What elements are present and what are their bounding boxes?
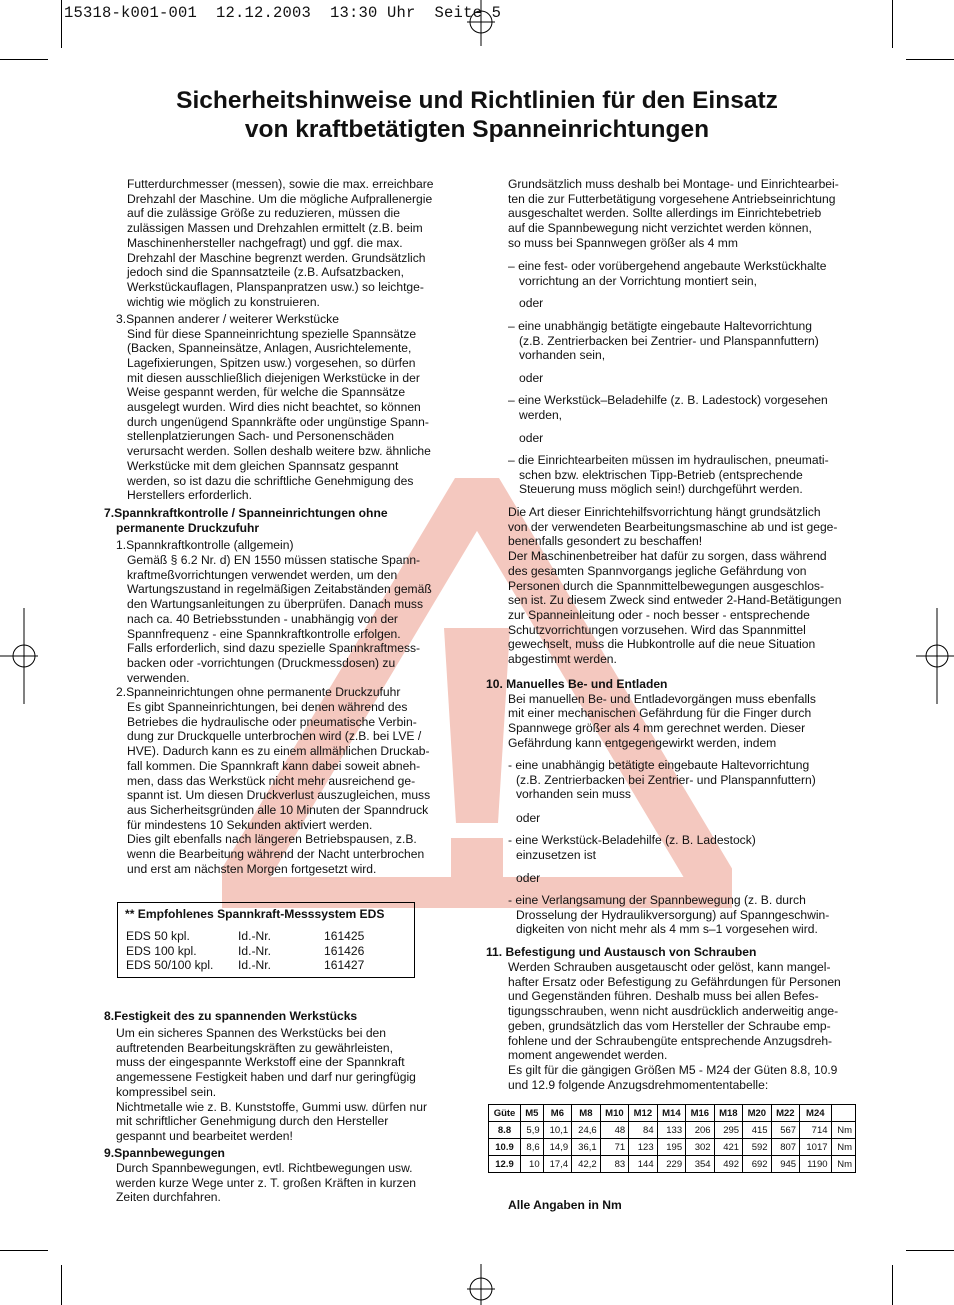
section-heading: 7.Spannkraftkontrolle / Spanneinrichtungen ohne	[104, 506, 388, 520]
list-item: digkeiten von nicht mehr als 4 mm s–1 vorgesehen wird.	[516, 922, 818, 937]
paragraph-line: Werden Schrauben ausgetauscht oder gelöst, kann mangel-	[508, 960, 831, 974]
subsection-heading: 2.Spanneinrichtungen ohne permanente Druckzufuhr	[116, 685, 401, 699]
paragraph-line: Futterdurchmesser (messen), sowie die max. erreichbare	[127, 177, 434, 191]
section-heading: 3.Spannen anderer / weiterer Werkstücke	[116, 312, 339, 326]
eds-recommendation-box	[117, 902, 415, 978]
list-item: vorhanden sein,	[519, 348, 606, 363]
paragraph-line: gespannt und bearbeitet werden!	[116, 1128, 293, 1143]
table-cell: Güte	[489, 1105, 521, 1122]
paragraph-line: abgestimmt werden.	[508, 652, 617, 666]
table-cell: 592	[743, 1139, 771, 1156]
table-cell: 71	[600, 1139, 628, 1156]
box-cell: 161425	[324, 929, 365, 943]
paragraph-line: nach ca. 40 Betriebsstunden - unabhängig von der	[127, 611, 398, 626]
list-item: schen bzw. elektrischen Tipp-Betrieb (entsprechende	[519, 467, 803, 482]
paragraph-line: und 12.9 folgende Anzugsdrehmomententabelle:	[508, 1077, 769, 1092]
paragraph-line: fall kommen. Die Spannkraft kann dabei soweit abneh-	[127, 758, 421, 773]
table-cell: 12.9	[489, 1156, 521, 1173]
paragraph-line: aus Sicherheitsgründen alle 10 Minuten der Spanndruck	[127, 802, 429, 817]
box-cell: 161426	[324, 943, 365, 958]
table-cell: 14,9	[543, 1139, 572, 1156]
paragraph-line: backen oder -vorrichtungen (Druckmessdosen) zu	[127, 655, 396, 670]
table-cell: M22	[771, 1105, 799, 1122]
paragraph-line: Schutzvorrichtungen vorzusehen. Wird das Spannmittel	[508, 622, 806, 637]
paragraph-line: wenn die Bearbeitung während der Nacht unterbrochen	[127, 847, 425, 861]
oder-label: oder	[519, 431, 544, 445]
table-cell: 17,4	[543, 1156, 572, 1173]
paragraph-line: den Wartungsanleitungen zu überprüfen. Danach muss	[127, 597, 424, 612]
table-cell: 24,6	[572, 1122, 601, 1139]
box-cell: EDS 50/100 kpl.	[126, 958, 214, 973]
paragraph-line: werden kurze Wege unter z. T. großen Kräften in kurzen	[116, 1175, 417, 1190]
paragraph-line: zulässigen Massen und Drehzahlen ermittelt (z.B. beim	[127, 221, 423, 236]
paragraph-line: moment angewendet werden.	[508, 1048, 668, 1063]
table-cell: Nm	[831, 1156, 855, 1173]
paragraph-line: benenfalls gesondert zu beschaffen!	[508, 534, 703, 549]
table-cell: 5,9	[521, 1122, 544, 1139]
paragraph-line: Werkstückauflagen, Planspanpratzen usw.) so leichtge-	[127, 279, 424, 294]
table-cell: Nm	[831, 1122, 855, 1139]
table-cell: 84	[629, 1122, 657, 1139]
paragraph-line: mit diesen ausschließlich diejenigen Werkstücke in der	[127, 370, 420, 385]
table-row	[489, 1122, 856, 1139]
section-heading: 10. Manuelles Be- und Entladen	[486, 677, 668, 691]
paragraph-line: stellenplatzierungen Sach- und Personenschäden	[127, 429, 394, 444]
table-cell: 354	[686, 1156, 714, 1173]
table-cell: 692	[743, 1156, 771, 1173]
table-cell: M5	[521, 1105, 544, 1122]
box-cell: EDS 100 kpl.	[126, 943, 197, 958]
paragraph-line: Maschinenhersteller nachgefragt) und ggf. die max.	[127, 235, 403, 250]
table-cell: 48	[600, 1122, 628, 1139]
list-item: (z.B. Zentrierbacken bei Zentrier- und Planspannfuttern)	[516, 772, 816, 787]
table-footnote: Alle Angaben in Nm	[508, 1198, 622, 1212]
table-cell: 807	[771, 1139, 799, 1156]
paragraph-line: verwenden.	[127, 670, 190, 685]
paragraph-line: mit einer mechanischen Gefährdung für die Finger durch	[508, 706, 812, 721]
table-cell: 945	[771, 1156, 799, 1173]
paragraph-line: ten die zur Futterbetätigung vorgesehene Antriebseinrichtung	[508, 191, 836, 206]
list-item: vorhanden sein muss	[516, 787, 631, 802]
paragraph-line: jedoch sind die Spannsatzteile (z.B. Aufsatzbacken,	[127, 265, 404, 280]
table-cell: 42,2	[572, 1156, 601, 1173]
paragraph-line: Es gibt Spanneinrichtungen, bei denen während des	[127, 700, 408, 714]
table-cell: 36,1	[572, 1139, 601, 1156]
paragraph-line: Falls erforderlich, sind dazu spezielle Spannkraftmess-	[127, 641, 421, 656]
table-cell: M10	[600, 1105, 628, 1122]
table-cell: 229	[657, 1156, 685, 1173]
list-item: - eine unabhängig betätigte eingebaute Haltevorrichtung	[508, 758, 810, 772]
paragraph-line: HVE). Dadurch kann es zu einem allmählichen Druckab-	[127, 744, 430, 759]
table-header-row	[489, 1105, 856, 1122]
table-cell: 206	[686, 1122, 714, 1139]
paragraph-line: kraftmeßvorrichtungen verwendet werden, um den	[127, 567, 398, 582]
list-item: werden,	[519, 407, 563, 422]
box-cell: Id.-Nr.	[238, 958, 271, 973]
table-row	[489, 1156, 856, 1173]
paragraph-line: zur Spanneinleitung oder - noch besser - entsprechende	[508, 607, 810, 622]
paragraph-line: Drehzahl der Maschine begrenzt werden. Grundsätzlich	[127, 250, 426, 265]
paragraph-line: von der verwendeten Bearbeitungsmaschine ab und ist gege-	[508, 519, 838, 534]
section-heading: 11. Befestigung und Austausch von Schrauben	[486, 945, 757, 959]
box-cell: EDS 50 kpl.	[126, 929, 190, 943]
table-cell: 10.9	[489, 1139, 521, 1156]
paragraph-line: Um ein sicheres Spannen des Werkstücks bei den	[116, 1026, 387, 1040]
list-item: – eine unabhängig betätigte eingebaute Haltevorrichtung	[508, 319, 812, 333]
paragraph-line: Bei manuellen Be- und Entladevorgängen muss ebenfalls	[508, 691, 816, 706]
paragraph-line: Herstellers erforderlich.	[127, 488, 253, 503]
paragraph-line: Lagefixierungen, Spitzen usw.) vorgesehen, so dürfen	[127, 355, 416, 370]
paragraph-line: Der Maschinenbetreiber hat dafür zu sorgen, dass während	[508, 549, 827, 564]
table-cell: 133	[657, 1122, 685, 1139]
table-cell: 1017	[800, 1139, 831, 1156]
table-cell: 714	[800, 1122, 831, 1139]
paragraph-line: men, dass das Werkstück nicht mehr ausreichend ge-	[127, 773, 416, 788]
table-cell: 123	[629, 1139, 657, 1156]
table-cell: M18	[714, 1105, 742, 1122]
paragraph-line: durch ungenügend Spannkräfte oder ungünstige Spann-	[127, 414, 429, 429]
paragraph-line: Spannfrequenz - eine Spannkraftkontrolle erfolgen.	[127, 626, 401, 641]
paragraph-line: des gesamten Spannvorgangs jegliche Gefährdung von	[508, 563, 807, 578]
paragraph-line: Wartungszustand in regelmäßigen Zeitabständen gemäß	[127, 582, 432, 597]
oder-label: oder	[519, 296, 544, 310]
list-item: - eine Werkstück-Beladehilfe (z. B. Ladestock)	[508, 833, 756, 847]
paragraph-line: so muss bei Spannwegen größer als 4 mm	[508, 235, 738, 250]
table-cell: M16	[686, 1105, 714, 1122]
paragraph-line: mit schriftlicher Genehmigung durch den Hersteller	[116, 1114, 389, 1129]
paragraph-line: ausgeschaltet werden. Sollte allerdings im Einrichtebetrieb	[508, 206, 822, 221]
table-cell: 195	[657, 1139, 685, 1156]
paragraph-line: Sind für diese Spanneinrichtung spezielle Spannsätze	[127, 326, 417, 341]
list-item: – eine fest- oder vorübergehend angebaute Werkstückhalte	[508, 259, 827, 273]
paragraph-line: dung zur Druckquelle unterbrochen wird (z.B. bei LVE /	[127, 729, 422, 744]
paragraph-line: Nichtmetalle wie z. B. Kunststoffe, Gummi usw. dürfen nur	[116, 1099, 427, 1114]
paragraph-line: Spannwege größer als 4 mm gerechnet werden. Dieser	[508, 720, 806, 735]
table-cell: 492	[714, 1156, 742, 1173]
table-cell: 302	[686, 1139, 714, 1156]
paragraph-line: (Backen, Spanneinsätze, Anlagen, Ausrichtelemente,	[127, 341, 412, 356]
list-item: - eine Verlangsamung der Spannbewegung (z. B. durch	[508, 893, 806, 907]
paragraph-line: Zeiten durchfahren.	[116, 1190, 221, 1205]
table-cell: M24	[800, 1105, 831, 1122]
table-cell: 10	[521, 1156, 544, 1173]
oder-label: oder	[516, 871, 541, 885]
paragraph-line: spannt ist. Um diesen Druckverlust auszugleichen, muss	[127, 788, 431, 803]
table-cell: 10,1	[543, 1122, 572, 1139]
box-cell: 161427	[324, 958, 365, 973]
paragraph-line: geben, grundsätzlich das vom Hersteller der Schraube emp-	[508, 1018, 831, 1033]
paragraph-line: Drehzahl der Maschine. Um die mögliche Aufprallenergie	[127, 191, 433, 206]
paragraph-line: und Gegenständen führen. Deshalb muss bei allen Befes-	[508, 989, 819, 1004]
box-title: ** Empfohlenes Spannkraft-Messsystem EDS	[125, 907, 385, 921]
paragraph-line: sen ist. Zu diesem Zweck sind entweder 2-Hand-Betätigungen	[508, 593, 842, 608]
paragraph-line: Werkstücke mit dem gleichen Spannsatz gespannt	[127, 458, 399, 473]
table-cell: M8	[572, 1105, 601, 1122]
paragraph-line: muss der eingespannte Werkstoff eine der Spannkraft	[116, 1055, 405, 1070]
list-item: vorrichtung an der Vorrichtung montiert sein,	[519, 273, 757, 288]
list-item: Steuerung muss möglich sein!) durchgeführt werden.	[519, 482, 803, 497]
paragraph-line: Gefährdung kann entgegengewirkt werden, indem	[508, 735, 777, 750]
paragraph-line: Durch Spannbewegungen, evtl. Richtbewegungen usw.	[116, 1161, 413, 1175]
oder-label: oder	[519, 371, 544, 385]
table-cell: M20	[743, 1105, 771, 1122]
table-cell: M6	[543, 1105, 572, 1122]
paragraph-line: Dies gilt ebenfalls nach längeren Betriebspausen, z.B.	[127, 832, 417, 847]
list-item: (z.B. Zentrierbacken bei Zentrier- und Planspannfuttern)	[519, 333, 819, 348]
section-heading: permanente Druckzufuhr	[116, 520, 260, 535]
table-cell: M14	[657, 1105, 685, 1122]
table-cell	[831, 1105, 855, 1122]
list-item: – eine Werkstück–Beladehilfe (z. B. Ladestock) vorgesehen	[508, 393, 828, 407]
section-heading: 8.Festigkeit des zu spannenden Werkstücks	[104, 1009, 358, 1023]
paragraph-line: Personen durch die Spannmittelbewegungen ausgeschlos-	[508, 578, 824, 593]
paragraph-line: hafter Ersatz oder Befestigung zu Gefährdungen für Personen	[508, 974, 841, 989]
table-cell: 295	[714, 1122, 742, 1139]
paragraph-line: auf die zulässige Größe zu reduzieren, müssen die	[127, 206, 400, 221]
section-heading: 9.Spannbewegungen	[104, 1146, 225, 1160]
paragraph-line: Betriebes die hydraulische oder pneumatische Verbin-	[127, 714, 417, 729]
list-item: Drosselung der Hydraulikversorgung) auf Spanngeschwin-	[516, 907, 830, 922]
table-cell: 83	[600, 1156, 628, 1173]
box-cell: Id.-Nr.	[238, 929, 271, 943]
paragraph-line: kompressibel sein.	[116, 1084, 217, 1099]
table-row	[489, 1139, 856, 1156]
paragraph-line: verursacht werden. Sollen deshalb weitere bzw. ähnliche	[127, 444, 431, 459]
paragraph-line: angemessene Festigkeit haben und darf nur geringfügig	[116, 1070, 416, 1085]
paragraph-line: Weise gespannt werden, für welche die Spannsätze	[127, 385, 406, 400]
paragraph-line: gewechselt, muss die Hubkontrolle auf die neue Situation	[508, 637, 816, 652]
table-cell: 415	[743, 1122, 771, 1139]
paragraph-line: Die Art dieser Einrichtehilfsvorrichtung hängt grundsätzlich	[508, 505, 821, 519]
table-cell: 144	[629, 1156, 657, 1173]
list-item: – die Einrichtearbeiten müssen im hydraulischen, pneumati-	[508, 453, 829, 467]
paragraph-line: Grundsätzlich muss deshalb bei Montage- und Einrichtearbei-	[508, 177, 839, 191]
paragraph-line: Es gilt für die gängigen Größen M5 - M24 der Güten 8.8, 10.9	[508, 1062, 838, 1077]
paragraph-line: tigungsschrauben, wenn nicht ausdrücklich anderweitig ange-	[508, 1004, 839, 1019]
paragraph-line: fohlene und der Schraubengüte entsprechende Anzugsdreh-	[508, 1033, 833, 1048]
table-cell: M12	[629, 1105, 657, 1122]
table-cell: Nm	[831, 1139, 855, 1156]
paragraph-line: werden, so ist dazu die schriftliche Genehmigung des	[127, 473, 414, 488]
paragraph-line: auf die Spannbewegung nicht verzichtet werden können,	[508, 221, 812, 236]
torque-table	[488, 1104, 856, 1173]
paragraph-line: wichtig wie möglich zu konstruieren.	[127, 294, 320, 309]
paragraph-line: auftretenden Bearbeitungskräften zu gewährleisten,	[116, 1040, 393, 1055]
paragraph-line: und erst am nächsten Morgen fortgesetzt wird.	[127, 861, 377, 876]
table-cell: 1190	[800, 1156, 831, 1173]
paragraph-line: für mindestens 10 Sekunden aktiviert werden.	[127, 817, 373, 832]
table-cell: 8.8	[489, 1122, 521, 1139]
page-title: Sicherheitshinweise und Richtlinien für den Einsatz von kraftbetätigten Spanneinrichtungen	[176, 87, 778, 143]
table-cell: 567	[771, 1122, 799, 1139]
list-item: einzusetzen ist	[516, 847, 596, 862]
oder-label: oder	[516, 811, 541, 825]
table-cell: 421	[714, 1139, 742, 1156]
subsection-heading: 1.Spannkraftkontrolle (allgemein)	[116, 538, 294, 552]
paragraph-line: ausgelegt wurden. Wird dies nicht beachtet, so können	[127, 400, 421, 414]
box-cell: Id.-Nr.	[238, 943, 271, 958]
table-cell: 8,6	[521, 1139, 544, 1156]
paragraph-line: Gemäß § 6.2 Nr. d) EN 1550 müssen statische Spann-	[127, 553, 421, 567]
print-header: 15318-k001-001 12.12.2003 13:30 Uhr Seite 5	[64, 4, 502, 22]
